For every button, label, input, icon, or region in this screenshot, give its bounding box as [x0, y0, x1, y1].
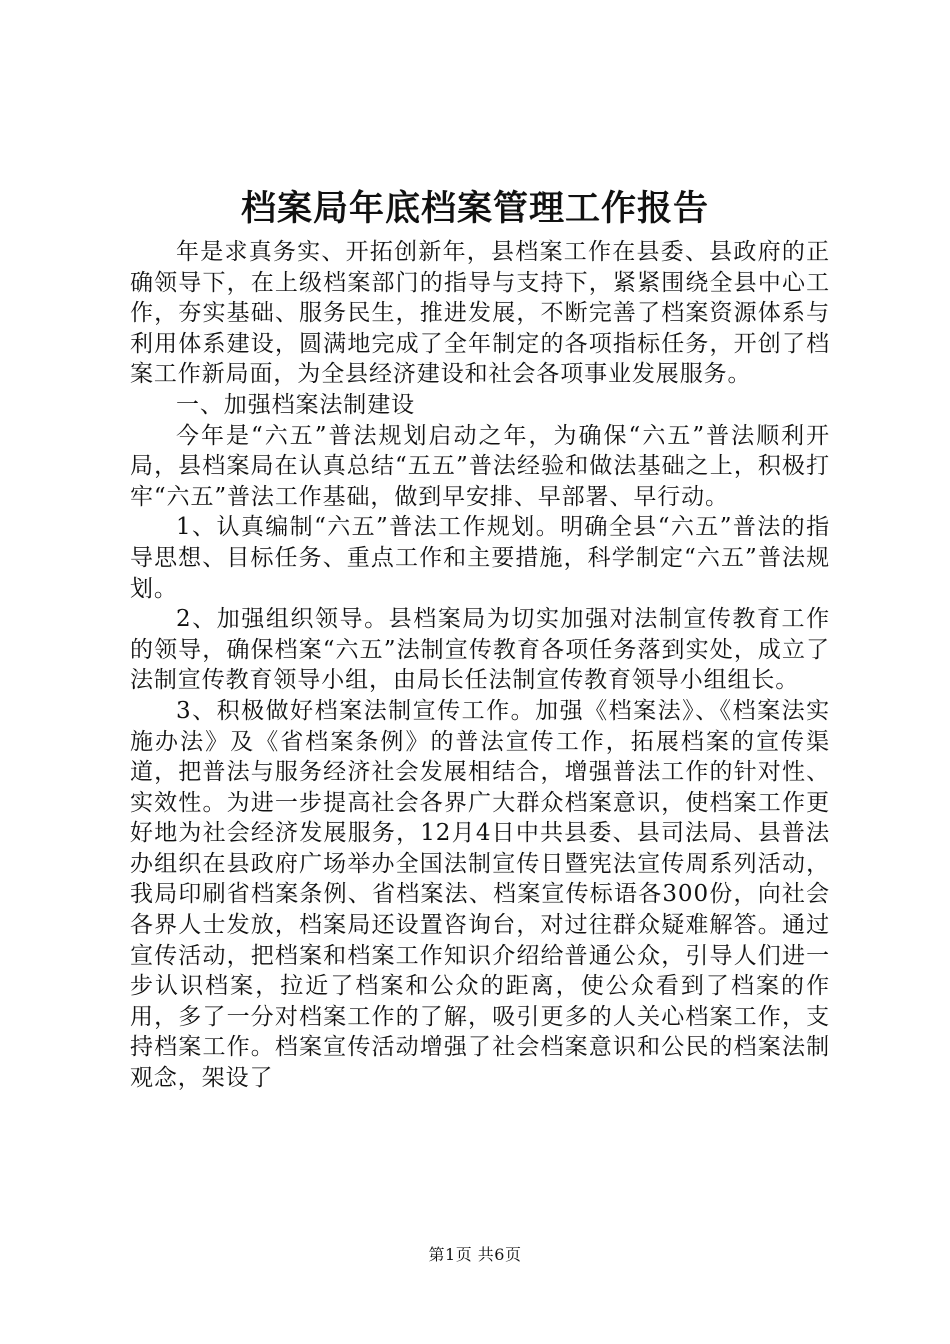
- section-paragraph-2: 1、认真编制“六五”普法工作规划。明确全县“六五”普法的指导思想、目标任务、重点工作和主要措施，科学制定“六五”普法规划。: [130, 514, 830, 602]
- section-paragraph-4: 3、积极做好档案法制宣传工作。加强《档案法》、《档案法实施办法》及《省档案条例》的普法宣传工作，拓展档案的宣传渠道，把普法与服务经济社会发展相结合，增强普法工作的针对性、实效性。为进一步提高社会各界广大群众档案意识，使档案工作更好地为社会经济发展服务，12月4日中共县委、县司法局、县普法办组织在县政府广场举办全国法制宣传日暨宪法宣传周系列活动，我局印刷省档案条例、省档案法、档案宣传标语各300份，向社会各界人士发放，档案局还设置咨询台，对过往群众疑难解答。通过宣传活动，把档案和档案工作知识介绍给普通公众，引导人们进一步认识档案，拉近了档案和公众的距离，使公众看到了档案的作用，多了一分对档案工作的了解，吸引更多的人关心档案工作，支持档案工作。档案宣传活动增强了社会档案意识和公民的档案法制观念，架设了: [130, 697, 830, 1092]
- section-heading: 一、加强档案法制建设: [176, 391, 415, 418]
- document-body: [130, 237, 830, 1094]
- page-footer: 第1页 共6页: [428, 1245, 522, 1264]
- section-paragraph-3: 2、加强组织领导。县档案局为切实加强对法制宣传教育工作的领导，确保档案“六五”法制宣传教育各项任务落到实处，成立了法制宣传教育领导小组，由局长任法制宣传教育领导小组组长。: [130, 606, 830, 694]
- document-title: 档案局年底档案管理工作报告: [240, 189, 709, 229]
- section-paragraph-1: 今年是“六五”普法规划启动之年，为确保“六五”普法顺利开局，县档案局在认真总结“五五”普法经验和做法基础之上，积极打牢“六五”普法工作基础，做到早安排、早部署、早行动。: [130, 422, 830, 510]
- intro-paragraph: 年是求真务实、开拓创新年，县档案工作在县委、县政府的正确领导下，在上级档案部门的指导与支持下，紧紧围绕全县中心工作，夯实基础、服务民生，推进发展，不断完善了档案资源体系与利用体系建设，圆满地完成了全年制定的各项指标任务，开创了档案工作新局面，为全县经济建设和社会各项事业发展服务。: [130, 239, 830, 388]
